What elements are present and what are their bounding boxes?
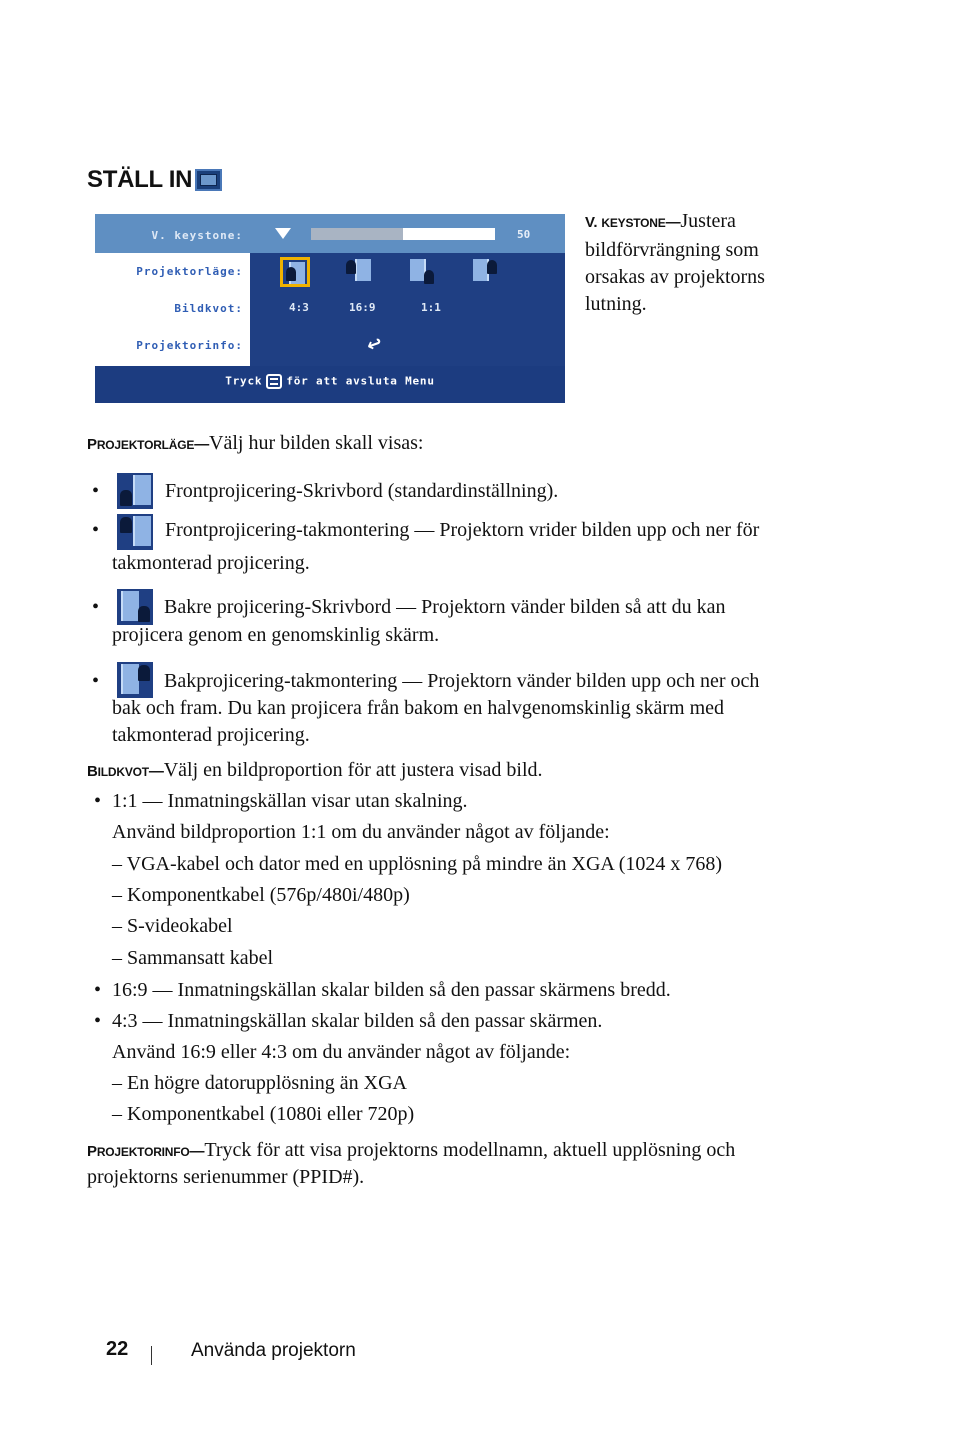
list-item-text: – Komponentkabel (576p/480i/480p): [112, 884, 410, 906]
list-item-cont: projicera genom en genomskinlig skärm.: [112, 624, 440, 646]
ratio-4-3-option[interactable]: 4:3: [289, 301, 309, 314]
osd-ratio-label: Bildkvot:: [174, 302, 243, 315]
projektorinfo-heading: PROJEKTORINFO—Tryck för att visa projektorns modellnamn, aktuell upplösning och: [87, 1139, 736, 1161]
osd-info-label: Projektorinfo:: [136, 339, 243, 352]
menu-button-icon: [266, 374, 282, 389]
projektorinfo-text: projektorns serienummer (PPID#).: [87, 1166, 365, 1188]
osd-mode-label: Projektorläge:: [136, 265, 243, 278]
list-item-text: – VGA-kabel och dator med en upplösning på mindre än XGA (1024 x 768): [112, 853, 723, 875]
rear-desktop-mode-icon[interactable]: [406, 257, 436, 287]
list-item: Frontprojicering-Skrivbord (standardinställning).: [165, 480, 559, 502]
bullet: •: [92, 596, 100, 618]
osd-footer-text: [95, 374, 565, 389]
front-desktop-icon: [117, 473, 153, 509]
ratio-1-1-option[interactable]: 1:1: [421, 301, 441, 314]
setup-menu-icon: [195, 169, 222, 191]
bullet: •: [94, 1010, 102, 1032]
bullet: •: [92, 480, 100, 502]
list-item: 1:1 — Inmatningskällan visar utan skalning.: [112, 790, 468, 812]
bildkvot-heading: BILDKVOT—Välj en bildproportion för att justera visad bild.: [87, 759, 543, 781]
bullet: •: [92, 519, 100, 541]
ratio-16-9-option[interactable]: 16:9: [349, 301, 376, 314]
front-desktop-mode-icon[interactable]: [280, 257, 310, 287]
list-item-text: – Komponentkabel (1080i eller 720p): [112, 1103, 415, 1125]
keystone-slider-fill: [311, 228, 403, 240]
list-item: 4:3 — Inmatningskällan skalar bilden så den passar skärmen.: [112, 1010, 603, 1032]
front-ceiling-icon: [117, 514, 153, 550]
bullet: •: [94, 790, 102, 812]
list-item: 16:9 — Inmatningskällan skalar bilden så den passar skärmens bredd.: [112, 979, 671, 1001]
front-ceiling-mode-icon[interactable]: [343, 257, 373, 287]
keystone-value: 50: [517, 228, 531, 241]
list-item: Bakre projicering-Skrivbord — Projektorn vänder bilden så att du kan: [164, 596, 726, 618]
keystone-pointer-icon[interactable]: [275, 228, 291, 239]
osd-keystone-label: V. keystone:: [151, 229, 243, 242]
rear-ceiling-icon: [117, 662, 153, 698]
list-item: Bakprojicering-takmontering — Projektorn vänder bilden upp och ner och: [164, 670, 760, 692]
list-item-cont: bak och fram. Du kan projicera från bakom en halvgenomskinlig skärm med: [112, 697, 725, 719]
list-item-text: – S-videokabel: [112, 915, 233, 937]
osd-footer-pre: Tryck: [225, 374, 263, 388]
enter-arrow-icon[interactable]: ↩: [363, 332, 386, 357]
section-title-text: STÄLL IN: [87, 166, 193, 193]
osd-footer-post: för att avsluta Menu: [286, 374, 435, 388]
list-item-text: Använd 16:9 eller 4:3 om du använder något av följande:: [112, 1041, 571, 1063]
list-item-cont: takmonterad projicering.: [112, 724, 310, 746]
list-item: Frontprojicering-takmontering — Projektorn vrider bilden upp och ner för: [165, 519, 760, 541]
rear-ceiling-mode-icon[interactable]: [469, 257, 499, 287]
keystone-slider[interactable]: [311, 228, 495, 240]
keystone-description: [585, 208, 815, 318]
rear-desktop-icon: [117, 589, 153, 625]
footer-divider: [151, 1346, 152, 1365]
list-item-text: Använd bildproportion 1:1 om du använder något av följande:: [112, 821, 610, 843]
section-title: [87, 166, 222, 194]
bullet: •: [94, 979, 102, 1001]
footer-chapter: Använda projektorn: [191, 1340, 356, 1361]
keystone-heading: V. KEYSTONE—: [585, 214, 681, 231]
projektorlage-heading: PROJEKTORLÄGE—Välj hur bilden skall visas:: [87, 432, 424, 454]
list-item-text: – Sammansatt kabel: [112, 947, 274, 969]
list-item-cont: takmonterad projicering.: [112, 552, 310, 574]
bullet: •: [92, 670, 100, 692]
list-item-text: – En högre datorupplösning än XGA: [112, 1072, 407, 1094]
page-number: 22: [106, 1338, 129, 1360]
osd-setup-menu: [95, 214, 565, 403]
keystone-text: Justera bildförvrängning som orsakas av projektorns lutning.: [585, 210, 765, 315]
